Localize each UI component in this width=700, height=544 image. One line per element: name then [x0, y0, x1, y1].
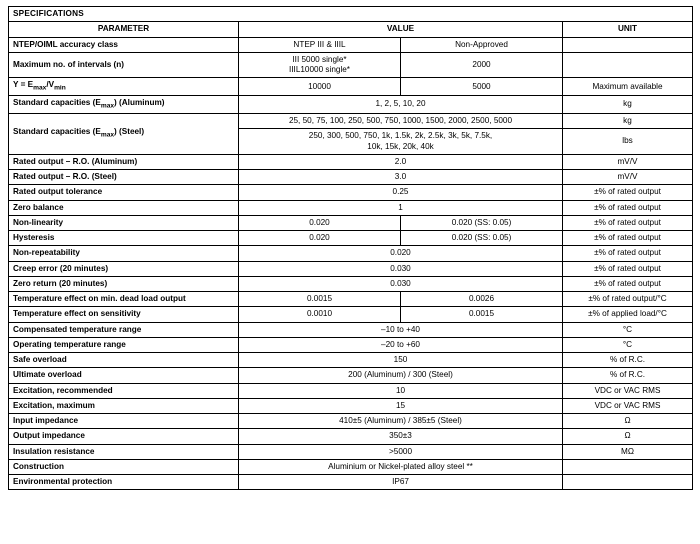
row-unit: °C: [563, 337, 693, 352]
row-unit: ±% of rated output: [563, 261, 693, 276]
column-header-value: VALUE: [239, 22, 563, 37]
table-row: [9, 459, 693, 474]
row-value: Aluminium or Nickel-plated alloy steel **: [239, 459, 563, 474]
row-parameter: Standard capacities $(E_{max})$ (Steel): [9, 114, 239, 155]
row-parameter: Maximum no. of intervals (n): [9, 52, 239, 78]
row-unit: ±% of applied load/°C: [563, 307, 693, 322]
row-value: IP67: [239, 475, 563, 490]
table-row: [9, 444, 693, 459]
row-unit: °C: [563, 322, 693, 337]
row-parameter: Rated output – R.O. (Steel): [9, 170, 239, 185]
row-unit: [563, 52, 693, 78]
row-parameter: Creep error (20 minutes): [9, 261, 239, 276]
row-unit: % of R.C.: [563, 368, 693, 383]
row-unit: ±% of rated output: [563, 246, 693, 261]
table-row: [9, 353, 693, 368]
row-parameter: Non-repeatability: [9, 246, 239, 261]
row-parameter: Input impedance: [9, 414, 239, 429]
row-parameter: Output impedance: [9, 429, 239, 444]
page-title: SPECIFICATIONS: [9, 7, 693, 22]
table-row: [9, 185, 693, 200]
table-row: [9, 231, 693, 246]
row-unit: [563, 37, 693, 52]
table-row: [9, 261, 693, 276]
table-header-row: [9, 22, 693, 37]
column-header-unit: UNIT: [563, 22, 693, 37]
table-row: [9, 276, 693, 291]
row-value-right: Non-Approved: [401, 37, 563, 52]
row-unit: VDC or VAC RMS: [563, 398, 693, 413]
row-parameter: $Y = E_{max}/V_{min}$: [9, 78, 239, 96]
row-unit: kg: [563, 96, 693, 114]
row-value: 10: [239, 383, 563, 398]
row-parameter: Hysteresis: [9, 231, 239, 246]
table-row: [9, 429, 693, 444]
table-row: [9, 368, 693, 383]
row-parameter: Standard capacities $(E_{max})$ (Aluminum): [9, 96, 239, 114]
table-row: [9, 322, 693, 337]
table-title-row: [9, 7, 693, 22]
row-value-right: 0.020 (SS: 0.05): [401, 215, 563, 230]
row-parameter: Environmental protection: [9, 475, 239, 490]
row-parameter: Rated output – R.O. (Aluminum): [9, 154, 239, 169]
table-row: [9, 52, 693, 78]
row-value-right: 0.0015: [401, 307, 563, 322]
row-value-right: 0.0026: [401, 292, 563, 307]
table-row: [9, 96, 693, 114]
table-row: [9, 114, 693, 129]
row-parameter: Operating temperature range: [9, 337, 239, 352]
row-value: 0.25: [239, 185, 563, 200]
table-row: [9, 475, 693, 490]
table-row: [9, 154, 693, 169]
row-unit: Maximum available: [563, 78, 693, 96]
row-unit: mV/V: [563, 170, 693, 185]
row-parameter: Ultimate overload: [9, 368, 239, 383]
table-row: [9, 414, 693, 429]
row-unit: Ω: [563, 429, 693, 444]
row-value-left: III 5000 single* IIIL10000 single*: [239, 52, 401, 78]
row-unit: ±% of rated output: [563, 185, 693, 200]
row-value: 25, 50, 75, 100, 250, 500, 750, 1000, 1500, 2000, 2500, 5000: [239, 114, 563, 129]
row-value-left: 0.0010: [239, 307, 401, 322]
table-row: [9, 307, 693, 322]
table-row: [9, 398, 693, 413]
table-row: [9, 37, 693, 52]
row-value-right: 5000: [401, 78, 563, 96]
row-unit: lbs: [563, 129, 693, 155]
row-parameter: Excitation, recommended: [9, 383, 239, 398]
row-parameter: Temperature effect on sensitivity: [9, 307, 239, 322]
row-parameter: Compensated temperature range: [9, 322, 239, 337]
row-unit: MΩ: [563, 444, 693, 459]
row-value: –10 to +40: [239, 322, 563, 337]
row-unit: ±% of rated output: [563, 215, 693, 230]
row-parameter: Zero return (20 minutes): [9, 276, 239, 291]
table-row: [9, 215, 693, 230]
table-row: [9, 337, 693, 352]
row-unit: ±% of rated output: [563, 231, 693, 246]
row-parameter: Rated output tolerance: [9, 185, 239, 200]
row-value-right: 2000: [401, 52, 563, 78]
row-value: 150: [239, 353, 563, 368]
row-value: 410±5 (Aluminum) / 385±5 (Steel): [239, 414, 563, 429]
row-value: 3.0: [239, 170, 563, 185]
row-value: 200 (Aluminum) / 300 (Steel): [239, 368, 563, 383]
row-parameter: Insulation resistance: [9, 444, 239, 459]
table-body: [9, 7, 693, 490]
row-unit: Ω: [563, 414, 693, 429]
row-value-left: 0.020: [239, 215, 401, 230]
row-value-left: 10000: [239, 78, 401, 96]
row-unit: [563, 475, 693, 490]
row-unit: ±% of rated output: [563, 200, 693, 215]
row-unit: mV/V: [563, 154, 693, 169]
row-unit: VDC or VAC RMS: [563, 383, 693, 398]
row-value: 0.020: [239, 246, 563, 261]
row-value-left: 0.0015: [239, 292, 401, 307]
specifications-table: [8, 6, 693, 490]
row-parameter: Safe overload: [9, 353, 239, 368]
row-parameter: Non-linearity: [9, 215, 239, 230]
row-value: 250, 300, 500, 750, 1k, 1.5k, 2k, 2.5k, 3k, 5k, 7.5k, 10k, 15k, 20k, 40k: [239, 129, 563, 155]
column-header-parameter: PARAMETER: [9, 22, 239, 37]
row-parameter: Excitation, maximum: [9, 398, 239, 413]
row-value-right: 0.020 (SS: 0.05): [401, 231, 563, 246]
row-value: 0.030: [239, 276, 563, 291]
row-parameter: NTEP/OIML accuracy class: [9, 37, 239, 52]
row-unit: ±% of rated output: [563, 276, 693, 291]
row-unit: % of R.C.: [563, 353, 693, 368]
row-value-left: NTEP III & IIIL: [239, 37, 401, 52]
row-value: >5000: [239, 444, 563, 459]
row-value: 0.030: [239, 261, 563, 276]
row-value-left: 0.020: [239, 231, 401, 246]
row-value: –20 to +60: [239, 337, 563, 352]
row-unit: kg: [563, 114, 693, 129]
row-value: 1: [239, 200, 563, 215]
row-parameter: Temperature effect on min. dead load output: [9, 292, 239, 307]
row-value: 15: [239, 398, 563, 413]
row-parameter: Zero balance: [9, 200, 239, 215]
table-row: [9, 383, 693, 398]
table-row: [9, 246, 693, 261]
row-unit: ±% of rated output/°C: [563, 292, 693, 307]
table-row: [9, 200, 693, 215]
table-row: [9, 292, 693, 307]
row-parameter: Construction: [9, 459, 239, 474]
table-row: [9, 170, 693, 185]
row-value: 1, 2, 5, 10, 20: [239, 96, 563, 114]
row-unit: [563, 459, 693, 474]
row-value: 350±3: [239, 429, 563, 444]
row-value: 2.0: [239, 154, 563, 169]
table-row: [9, 78, 693, 96]
